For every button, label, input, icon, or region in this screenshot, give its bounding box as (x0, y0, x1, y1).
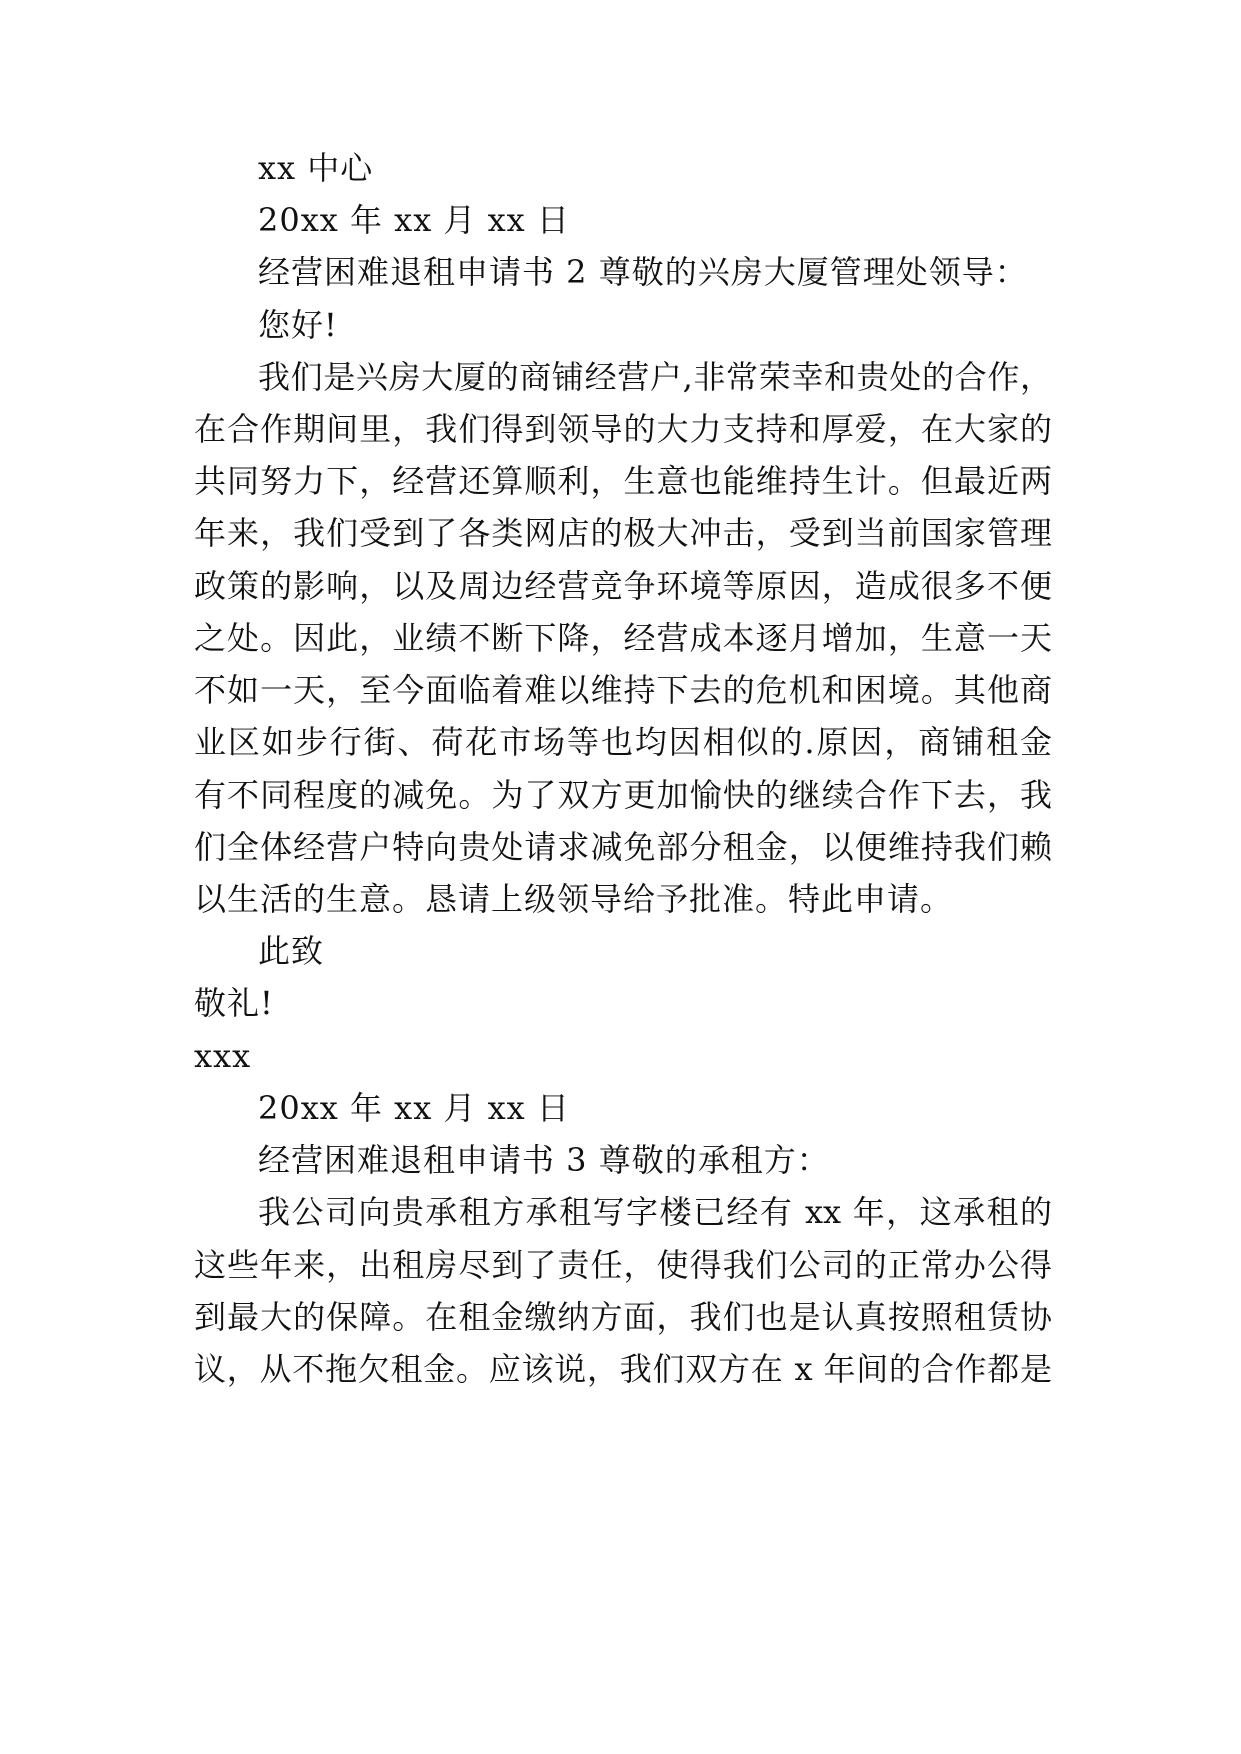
body-line: 之处。因此，业绩不断下降，经营成本逐月增加，生意一天 (194, 619, 1052, 657)
body-line: 议，从不拖欠租金。应该说，我们双方在 x 年间的合作都是 (194, 1350, 1052, 1388)
letter-title: 经营困难退租申请书 3 尊敬的承租方： (258, 1141, 830, 1179)
signature-date: 20xx 年 xx 月 xx 日 (258, 1089, 570, 1127)
body-line: 到最大的保障。在租金缴纳方面，我们也是认真按照租赁协 (194, 1298, 1052, 1336)
body-line: 年来，我们受到了各类网店的极大冲击，受到当前国家管理 (194, 514, 1052, 552)
body-line: 不如一天，至今面临着难以维持下去的危机和困境。其他商 (194, 671, 1052, 709)
date-line: 20xx 年 xx 月 xx 日 (258, 201, 570, 239)
org-name: xx 中心 (258, 149, 374, 187)
body-line: 以生活的生意。恳请上级领导给予批准。特此申请。 (194, 880, 954, 918)
closing-salute: 敬礼! (194, 984, 274, 1022)
body-line: 们全体经营户特向贵处请求减免部分租金，以便维持我们赖 (194, 828, 1052, 866)
body-line: 这些年来，出租房尽到了责任，使得我们公司的正常办公得 (194, 1246, 1052, 1284)
letter-title: 经营困难退租申请书 2 尊敬的兴房大厦管理处领导： (258, 253, 1028, 291)
signature: xxx (194, 1037, 252, 1075)
body-line: 我们是兴房大厦的商铺经营户,非常荣幸和贵处的合作， (258, 358, 1052, 396)
body-line: 共同努力下，经营还算顺利，生意也能维持生计。但最近两 (194, 462, 1052, 500)
body-line: 政策的影响，以及周边经营竞争环境等原因，造成很多不便 (194, 567, 1052, 605)
closing-line: 此致 (258, 932, 325, 970)
body-line: 有不同程度的减免。为了双方更加愉快的继续合作下去，我 (194, 776, 1052, 814)
greeting: 您好! (258, 306, 338, 344)
body-line: 在合作期间里，我们得到领导的大力支持和厚爱，在大家的 (194, 410, 1052, 448)
body-line: 业区如步行街、荷花市场等也均因相似的.原因，商铺租金 (194, 723, 1052, 761)
body-line: 我公司向贵承租方承租写字楼已经有 xx 年，这承租的 (258, 1193, 1052, 1231)
